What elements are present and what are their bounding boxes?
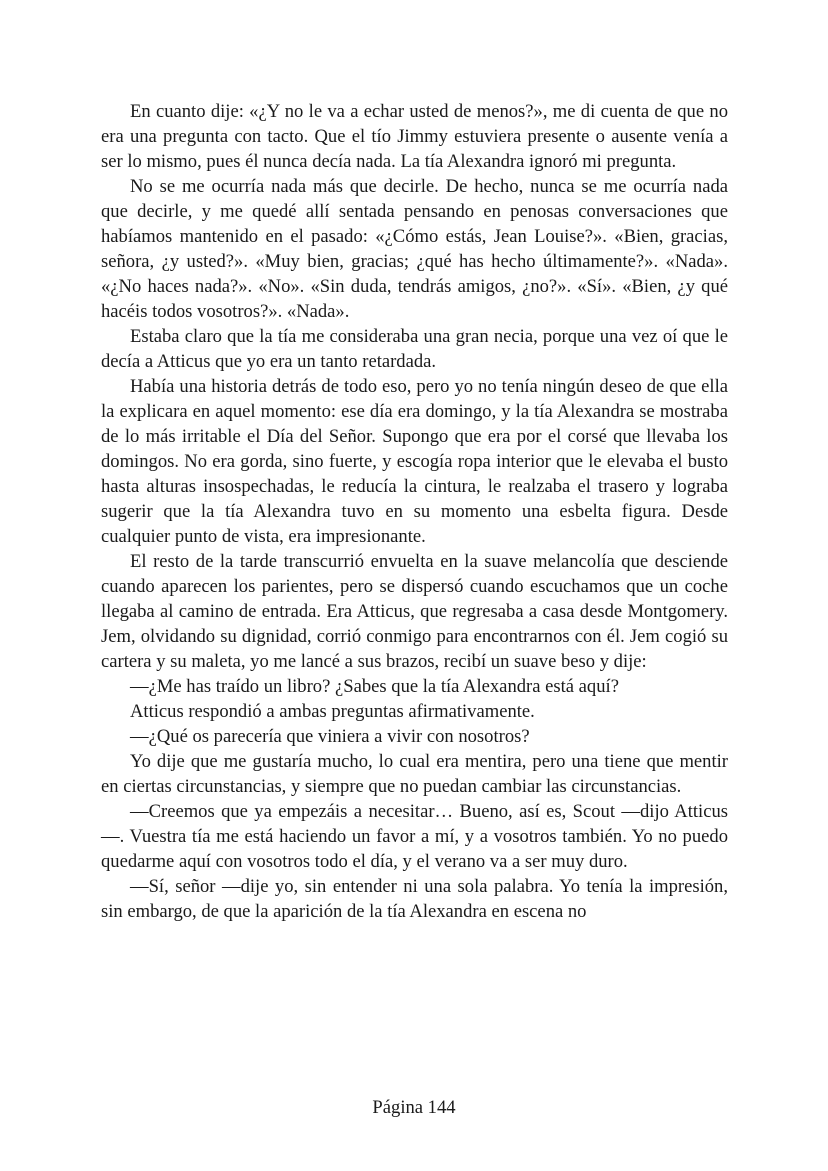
dialogue-line-2: —¿Qué os parecería que viniera a vivir con nosotros? [130, 726, 530, 747]
dialogue-paragraph-1: —Creemos que ya empezáis a necesitar… Bueno, así es, Scout —dijo Atticus—. Vuestra tía me está haciendo un favor a mí, y a vosotros también. Yo no puedo quedarme aquí con vosotros todo el día, y el verano va a ser muy duro. [101, 801, 728, 872]
dialogue-line-1: —¿Me has traído un libro? ¿Sabes que la tía Alexandra está aquí? [130, 676, 619, 697]
paragraph-6: Atticus respondió a ambas preguntas afirmativamente. [130, 701, 535, 722]
paragraph-4: Había una historia detrás de todo eso, pero yo no tenía ningún deseo de que ella la explicara en aquel momento: ese día era domingo, y la tía Alexandra se mostraba de lo más irritable el Día del Señor. Supongo que era por el corsé que llevaba los domingos. No era gorda, sino fuerte, y escogía ropa interior que le elevaba el busto hasta alturas insospechadas, le reducía la cintura, le realzaba el trasero y lograba sugerir que la tía Alexandra tuvo en su momento una esbelta figura. Desde cualquier punto de vista, era impresionante. [101, 376, 728, 547]
paragraph-3: Estaba claro que la tía me consideraba una gran necia, porque una vez oí que le decía a Atticus que yo era un tanto retardada. [101, 326, 728, 372]
page-body [101, 99, 728, 924]
dialogue-paragraph-2: —Sí, señor —dije yo, sin entender ni una sola palabra. Yo tenía la impresión, sin embargo, de que la aparición de la tía Alexandra en escena no [101, 876, 728, 922]
page-number: Página 144 [372, 1097, 456, 1118]
paragraph-1: En cuanto dije: «¿Y no le va a echar usted de menos?», me di cuenta de que no era una pregunta con tacto. Que el tío Jimmy estuviera presente o ausente venía a ser lo mismo, pues él nunca decía nada. La tía Alexandra ignoró mi pregunta. [101, 101, 728, 172]
paragraph-7: Yo dije que me gustaría mucho, lo cual era mentira, pero una tiene que mentir en ciertas circunstancias, y siempre que no puedan cambiar las circunstancias. [101, 751, 728, 797]
paragraph-2: No se me ocurría nada más que decirle. De hecho, nunca se me ocurría nada que decirle, y me quedé allí sentada pensando en penosas conversaciones que habíamos mantenido en el pasado: «¿Cómo estás, Jean Louise?». «Bien, gracias, señora, ¿y usted?». «Muy bien, gracias; ¿qué has hecho últimamente?». «Nada». «¿No haces nada?». «No». «Sin duda, tendrás amigos, ¿no?». «Sí». «Bien, ¿y qué hacéis todos vosotros?». «Nada». [101, 176, 728, 322]
paragraph-5: El resto de la tarde transcurrió envuelta en la suave melancolía que desciende cuando aparecen los parientes, pero se dispersó cuando escuchamos que un coche llegaba al camino de entrada. Era Atticus, que regresaba a casa desde Montgomery. Jem, olvidando su dignidad, corrió conmigo para encontrarnos con él. Jem cogió su cartera y su maleta, yo me lancé a sus brazos, recibí un suave beso y dije: [101, 551, 728, 672]
